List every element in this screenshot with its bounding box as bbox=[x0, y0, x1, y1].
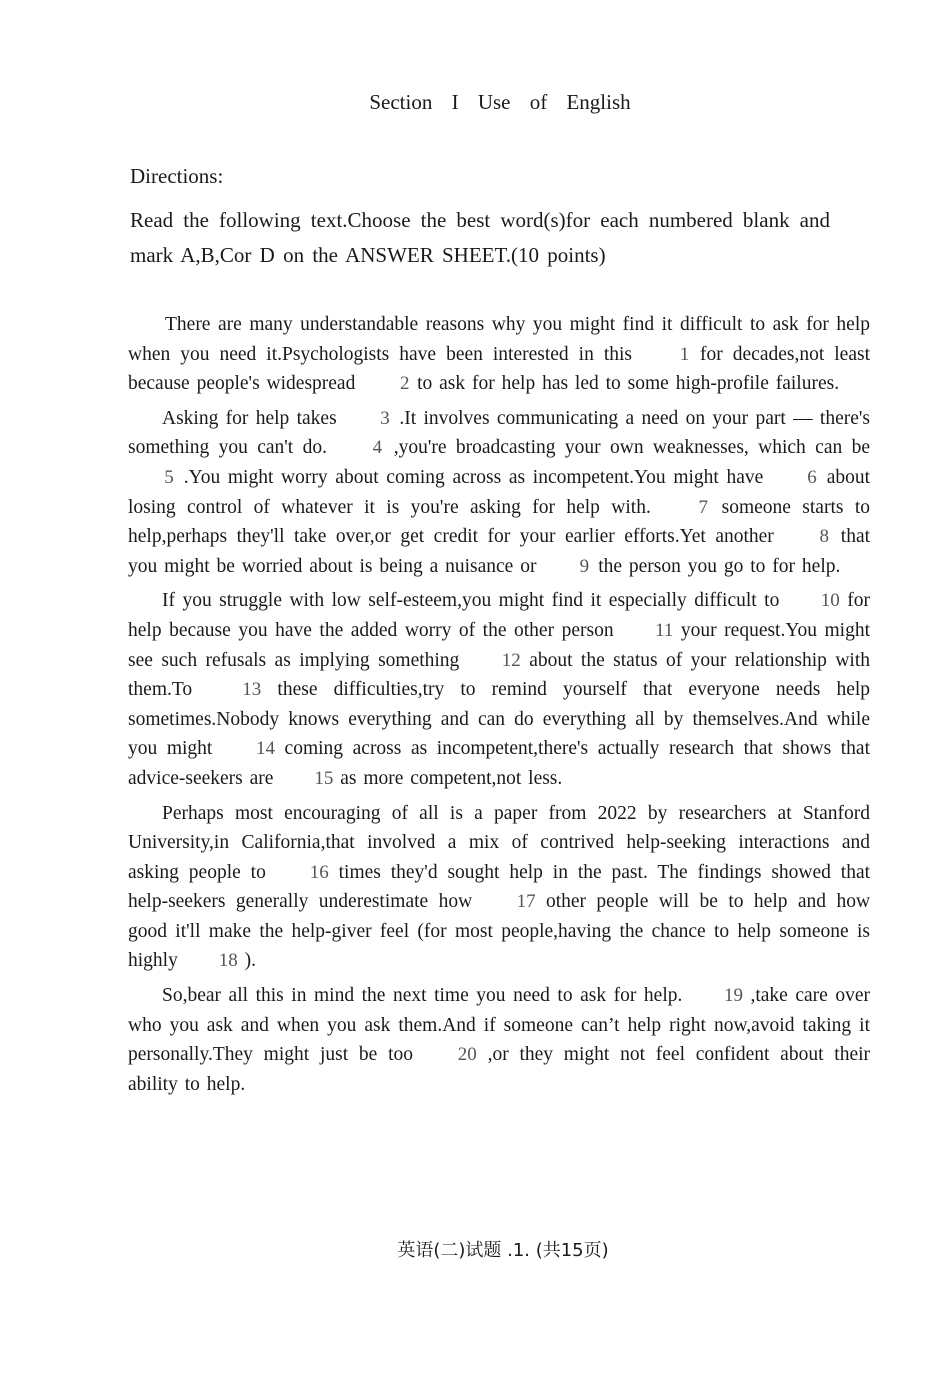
blank-6: 6 bbox=[807, 466, 817, 488]
passage-text: that you might be worried about is being a nuisance or bbox=[128, 526, 871, 577]
blank-4: 4 bbox=[372, 437, 383, 459]
passage-text: ). bbox=[244, 950, 256, 972]
blank-7: 7 bbox=[698, 496, 708, 518]
paragraph-5 bbox=[128, 981, 870, 1099]
passage-text: for decades,not least because people's widespread bbox=[128, 343, 870, 395]
section-title: Section I Use of English bbox=[369, 90, 631, 114]
blank-13: 13 bbox=[242, 679, 262, 701]
passage-text: If you struggle with low self-esteem,you might find it especially difficult to bbox=[162, 590, 780, 612]
blank-10: 10 bbox=[820, 590, 840, 612]
blank-3: 3 bbox=[380, 407, 390, 429]
passage-text: your request.You might see such refusals as implying something bbox=[128, 619, 870, 671]
passage-text: the person you go to for help. bbox=[598, 555, 841, 577]
passage-text: ,or they might not feel confident about their ability to help. bbox=[128, 1044, 871, 1095]
passage-text: So,bear all this in mind the next time you need to ask for help. bbox=[162, 985, 683, 1007]
passage-text: these difficulties,try to remind yourself that everyone needs help sometimes.Nobody knows everything and can do everything all by themselves.And while you might bbox=[128, 679, 871, 760]
passage-text: for help because you have the added worry of the other person bbox=[128, 590, 871, 641]
passage-text: Perhaps most encouraging of all is a paper from 2022 by researchers at Stanford University,in California,that involved a mix of contrived help-seeking interactions and asking people to bbox=[128, 802, 870, 883]
passage-text: about losing control of whatever it is you're asking for help with. bbox=[128, 466, 871, 518]
blank-16: 16 bbox=[309, 861, 329, 883]
passage-text: There are many understandable reasons why you might find it difficult to ask for help when you need it.Psychologists have been interested in this bbox=[128, 314, 870, 365]
page-footer: 英语(二)试题 .1. (共15页) bbox=[397, 1240, 609, 1261]
blank-1: 1 bbox=[679, 343, 690, 365]
blank-14: 14 bbox=[255, 738, 275, 760]
paragraph-2 bbox=[128, 404, 870, 582]
blank-2: 2 bbox=[399, 373, 410, 395]
blank-18: 18 bbox=[218, 950, 238, 972]
passage-text: Asking for help takes bbox=[162, 407, 337, 429]
passage-text: times they'd sought help in the past. The findings showed that help-seekers generally underestimate how bbox=[128, 861, 871, 913]
passage-text: coming across as incompetent,there's actually research that shows that advice-seekers are bbox=[128, 738, 870, 789]
passage-text: other people will be to help and how good it'll make the help-giver feel (for most people,having the chance to help someone is highly bbox=[128, 891, 871, 972]
paragraph-4 bbox=[128, 799, 870, 977]
directions-text: Read the following text.Choose the best word(s)for each numbered blank and mark A,B,Cor D on the ANSWER SHEET.(10 points) bbox=[130, 208, 830, 267]
directions-label: Directions: bbox=[130, 164, 224, 188]
blank-5: 5 bbox=[164, 466, 174, 488]
passage-text: ,take care over who you ask and when you ask them.And if someone can’t help right now,avoid taking it personally.They might just be too bbox=[128, 985, 871, 1066]
passage-text: to ask for help has led to some high-profile failures. bbox=[417, 373, 840, 395]
blank-9: 9 bbox=[579, 555, 590, 577]
blank-19: 19 bbox=[723, 985, 743, 1007]
paragraph-3 bbox=[128, 586, 870, 793]
blank-11: 11 bbox=[655, 619, 674, 641]
blank-8: 8 bbox=[819, 526, 830, 548]
passage-text: .You might worry about coming across as incompetent.You might have bbox=[183, 466, 764, 488]
paragraph-1 bbox=[128, 310, 870, 399]
passage-text: ,you're broadcasting your own weaknesses, which can be bbox=[393, 437, 870, 459]
passage-text: as more competent,not less. bbox=[340, 767, 563, 789]
blank-15: 15 bbox=[314, 767, 334, 789]
blank-17: 17 bbox=[516, 891, 536, 913]
passage-text: .It involves communicating a need on your part — there's something you can't do. bbox=[128, 407, 871, 459]
cloze-passage bbox=[128, 310, 870, 1104]
passage-text: someone starts to help,perhaps they'll take over,or get credit for your earlier efforts.Yet another bbox=[128, 496, 870, 548]
blank-20: 20 bbox=[457, 1044, 477, 1066]
passage-text: about the status of your relationship with them.To bbox=[128, 649, 871, 701]
blank-12: 12 bbox=[501, 649, 521, 671]
